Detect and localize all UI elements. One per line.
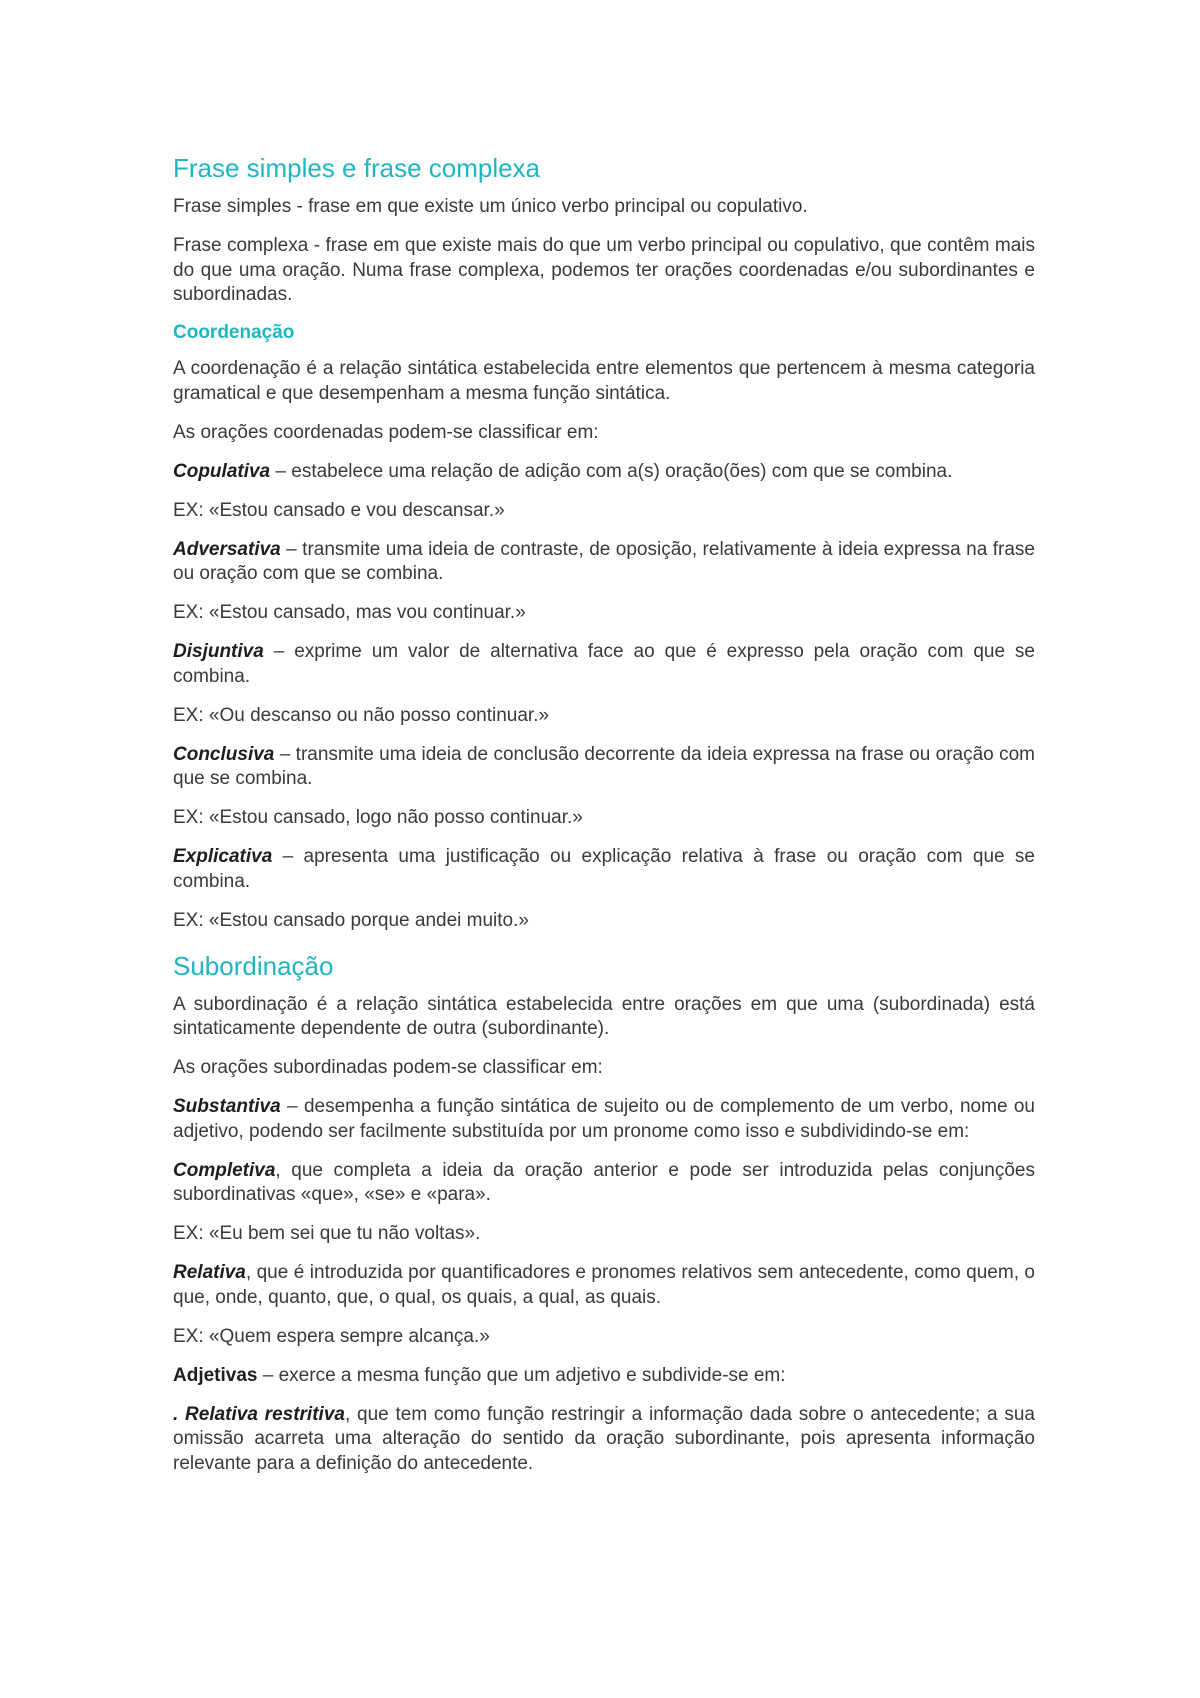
frase-complexa-paragraph: Frase complexa - frase em que existe mais do que um verbo principal ou copulativo, que contêm mais do que uma oração. Numa frase complexa, podemos ter orações coordenadas e/ou subordinantes e subordinadas. <box>173 235 1035 305</box>
adjetivas-text: – exerce a mesma função que um adjetivo e subdivide-se em: <box>257 1364 786 1386</box>
relativa-restritiva-term: . Relativa restritiva <box>173 1403 345 1425</box>
coordenacao-definition: A coordenação é a relação sintática estabelecida entre elementos que pertencem à mesma categoria gramatical e que desempenham a mesma função sintática. <box>173 358 1035 404</box>
document-title: Frase simples e frase complexa <box>173 153 541 183</box>
copulativa-paragraph <box>173 460 1035 485</box>
relativa-restritiva-text: , que tem como função restringir a informação dada sobre o antecedente; a sua omissão acarreta uma alteração do sentido da oração subordinante, pois apresenta informação relevante para a definição do antecedente. <box>173 1403 1035 1474</box>
substantiva-term: Substantiva <box>173 1096 281 1117</box>
explicativa-paragraph <box>173 845 1035 894</box>
subordinacao-heading: Subordinação <box>173 950 334 981</box>
relativa-text: , que é introduzida por quantificadores e pronomes relativos sem antecedente, como quem, o que, onde, quanto, que, o qual, os quais, a qual, as quais. <box>173 1262 1035 1308</box>
disjuntiva-example: EX: «Ou descanso ou não posso continuar.» <box>173 704 550 726</box>
conclusiva-term: Conclusiva <box>173 743 275 765</box>
substantiva-text: – desempenha a função sintática de sujeito ou de complemento de um verbo, nome ou adjetivo, podendo ser facilmente substituída por um pronome como isso e subdividindo-se em: <box>173 1096 1035 1142</box>
adjetivas-paragraph <box>173 1364 1035 1389</box>
subordinacao-definition: A subordinação é a relação sintática estabelecida entre orações em que uma (subordinada) está sintaticamente dependente de outra (subordinante). <box>173 993 1035 1039</box>
disjuntiva-paragraph <box>173 640 1035 689</box>
explicativa-text: – apresenta uma justificação ou explicação relativa à frase ou oração com que se combina. <box>173 846 1035 892</box>
relativa-term: Relativa <box>173 1262 246 1283</box>
copulativa-example: EX: «Estou cansado e vou descansar.» <box>173 499 505 521</box>
substantiva-paragraph <box>173 1095 1035 1144</box>
completiva-example: EX: «Eu bem sei que tu não voltas». <box>173 1223 481 1244</box>
explicativa-example: EX: «Estou cansado porque andei muito.» <box>173 909 529 931</box>
completiva-term: Completiva <box>173 1159 276 1181</box>
adversativa-term: Adversativa <box>173 538 281 560</box>
adjetivas-term: Adjetivas <box>173 1364 258 1386</box>
explicativa-term: Explicativa <box>173 846 273 867</box>
copulativa-term: Copulativa <box>173 460 271 482</box>
completiva-text: , que completa a ideia da oração anterior e pode ser introduzida pelas conjunções subordinativas «que», «se» e «para». <box>173 1159 1035 1205</box>
relativa-paragraph <box>173 1261 1035 1310</box>
conclusiva-example: EX: «Estou cansado, logo não posso continuar.» <box>173 807 583 828</box>
coordenacao-heading: Coordenação <box>173 322 295 343</box>
coordenacao-lead: As orações coordenadas podem-se classificar em: <box>173 421 599 443</box>
copulativa-text: – estabelece uma relação de adição com a(s) oração(ões) com que se combina. <box>270 460 953 482</box>
disjuntiva-text: – exprime um valor de alternativa face ao que é expresso pela oração com que se combina. <box>173 641 1035 687</box>
adversativa-paragraph <box>173 538 1035 587</box>
conclusiva-text: – transmite uma ideia de conclusão decorrente da ideia expressa na frase ou oração com que se combina. <box>173 743 1035 789</box>
adversativa-example: EX: «Estou cansado, mas vou continuar.» <box>173 602 526 623</box>
document-page <box>173 150 1035 1491</box>
completiva-paragraph <box>173 1159 1035 1208</box>
disjuntiva-term: Disjuntiva <box>173 641 264 662</box>
subordinacao-lead: As orações subordinadas podem-se classificar em: <box>173 1057 603 1078</box>
conclusiva-paragraph <box>173 743 1035 792</box>
relativa-example: EX: «Quem espera sempre alcança.» <box>173 1325 490 1347</box>
adversativa-text: – transmite uma ideia de contraste, de oposição, relativamente à ideia expressa na frase ou oração com que se combina. <box>173 538 1035 584</box>
relativa-restritiva-paragraph <box>173 1403 1035 1477</box>
frase-simples-paragraph: Frase simples - frase em que existe um único verbo principal ou copulativo. <box>173 196 808 217</box>
